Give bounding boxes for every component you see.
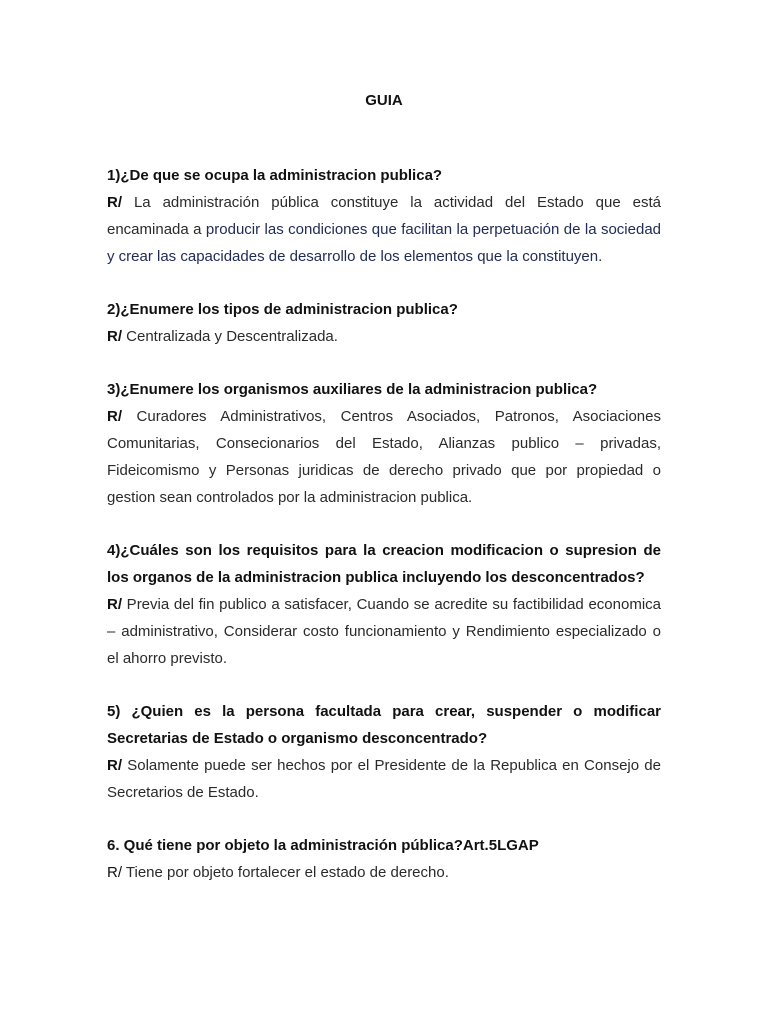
question-1: 1)¿De que se ocupa la administracion publica? [107, 167, 443, 184]
answer-4 [107, 591, 661, 672]
answer-prefix: R/ [107, 757, 122, 774]
answer-2 [107, 323, 661, 350]
document-title: GUIA [365, 92, 403, 109]
question-4: 4)¿Cuáles son los requisitos para la creacion modificacion o supresion de los organos de la administracion publica incluyendo los desconcentrados? [107, 542, 661, 586]
answer-prefix: R/ [107, 194, 122, 211]
answer-prefix: R/ [107, 596, 122, 613]
qa-item-1 [107, 162, 661, 270]
answer-text: Solamente puede ser hechos por el Presidente de la Republica en Consejo de Secretarios de Estado. [107, 757, 661, 801]
answer-highlight-text: producir las condiciones que facilitan la perpetuación de la sociedad y crear las capacidades de desarrollo de los elementos que la constituyen [107, 221, 662, 265]
answer-text: Tiene por objeto fortalecer el estado de derecho. [122, 864, 449, 881]
answer-text: Curadores Administrativos, Centros Asociados, Patronos, Asociaciones Comunitarias, Consecionarios del Estado, Alianzas publico – privadas, Fideicomismo y Personas juridicas de derecho privado que por propiedad o gestion sean controlados por la administracion publica. [107, 408, 661, 506]
answer-1 [107, 189, 661, 270]
answer-5 [107, 752, 661, 806]
qa-item-6 [107, 832, 661, 886]
answer-text: La administración pública constituye la actividad del Estado que está encaminada a [107, 194, 661, 238]
answer-text: Centralizada y Descentralizada. [122, 328, 338, 345]
answer-text: Previa del fin publico a satisfacer, Cuando se acredite su factibilidad economica – administrativo, Considerar costo funcionamiento y Rendimiento especializado o el ahorro previsto. [107, 596, 661, 667]
answer-text-end: . [598, 248, 603, 265]
question-6: 6. Qué tiene por objeto la administración pública?Art.5LGAP [107, 837, 539, 854]
question-3: 3)¿Enumere los organismos auxiliares de la administracion publica? [107, 381, 598, 398]
answer-6 [107, 859, 661, 886]
qa-item-5 [107, 698, 661, 806]
qa-item-3 [107, 376, 661, 511]
qa-item-2 [107, 296, 661, 350]
answer-3 [107, 403, 661, 511]
answer-prefix: R/ [107, 328, 122, 345]
question-5: 5) ¿Quien es la persona facultada para crear, suspender o modificar Secretarias de Estado o organismo desconcentrado? [107, 703, 661, 747]
answer-prefix: R/ [107, 408, 122, 425]
question-2: 2)¿Enumere los tipos de administracion publica? [107, 301, 458, 318]
qa-item-4 [107, 537, 661, 672]
answer-prefix: R/ [107, 864, 122, 881]
